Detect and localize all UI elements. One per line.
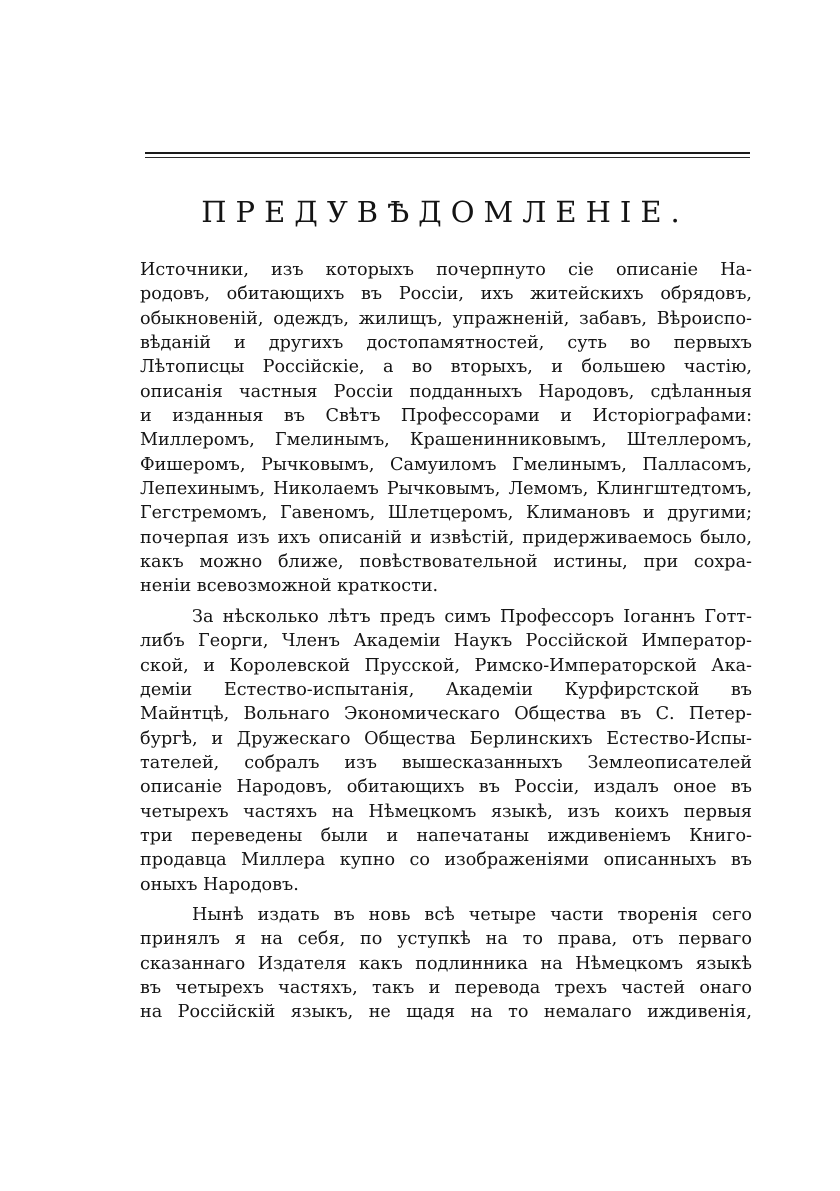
text-line: ненiи всевозможной краткости. [140,576,439,597]
text-line: ской, и Королевской Прусской, Римско-Императорской Ака- [140,655,752,676]
text-line: Нынѣ издать въ новь всѣ четыре части творенiя сего [192,904,752,925]
text-line: въ четырехъ частяхъ, такъ и перевода трехъ частей онаго [140,977,752,998]
text-line: либъ Георги, Членъ Академiи Наукъ Россiйской Император- [140,631,752,652]
text-line: Фишеромъ, Рычковымъ, Самуиломъ Гмелинымъ, Палласомъ, [140,454,752,475]
text-line: на Россiйскiй языкъ, не щадя на то немалаго иждивенiя, [140,1002,752,1023]
text-line: сказаннаго Издателя какъ подлинника на Нѣмецкомъ языкѣ [140,953,752,974]
text-line: обыкновенiй, одеждъ, жилищъ, упражненiй, забавъ, Вѣроиспо- [140,308,752,329]
text-line: описанiя частныя Россiи подданныхъ Народовъ, сдѣланныя [140,381,752,402]
text-line: тателей, собралъ изъ вышесказанныхъ Землеописателей [140,752,752,773]
text-line: демiи Естество-испытанiя, Академiи Курфирстской въ [140,679,752,700]
paragraph [140,903,752,1025]
header-rule-thin [145,157,750,158]
text-line: Майнтцѣ, Вольнаго Экономическаго Общества въ С. Петер- [140,704,752,725]
text-line: Гегстремомъ, Гавеномъ, Шлетцеромъ, Климановъ и другими; [140,503,752,524]
header-rule-thick [145,152,750,154]
text-line: описанiе Народовъ, обитающихъ въ Россiи, издалъ оное въ [140,777,752,798]
text-line: Лѣтописцы Россiйскiе, а во вторыхъ, и большею частiю, [140,357,752,378]
text-line: оныхъ Народовъ. [140,874,299,895]
text-line: какъ можно ближе, повѣствовательной истины, при сохра- [140,552,752,573]
text-line: принялъ я на себя, по уступкѣ на то права, отъ перваго [140,929,752,950]
text-line: родовъ, обитающихъ въ Россiи, ихъ житейскихъ обрядовъ, [140,284,752,305]
text-line: Лепехинымъ, Николаемъ Рычковымъ, Лемомъ, Клингштедтомъ, [140,479,752,500]
paragraph [140,605,752,897]
text-line: Миллеромъ, Гмелинымъ, Крашенинниковымъ, Штеллеромъ, [140,430,752,451]
text-line: три переведены были и напечатаны иждивенiемъ Книго- [140,825,752,846]
text-line: продавца Миллера купно со изображенiями описанныхъ въ [140,850,752,871]
text-line: бургѣ, и Дружескаго Общества Берлинскихъ Естество-Испы- [140,728,752,749]
text-line: и изданныя въ Свѣтъ Профессорами и Исторiографами: [140,406,752,427]
paragraph [140,258,752,599]
text-line: За нѣсколько лѣтъ предъ симъ Профессоръ Iоганнъ Готт- [192,606,752,627]
text-line: почерпая изъ ихъ описанiй и извѣстiй, придерживаемось было, [140,527,752,548]
text-line: четырехъ частяхъ на Нѣмецкомъ языкѣ, изъ коихъ первыя [140,801,752,822]
text-line: Источники, изъ которыхъ почерпнуто сiе описанiе На- [140,260,752,280]
body-text [140,258,752,1025]
page-title: ПРЕДУВѢДОМЛЕНIЕ. [201,195,689,229]
text-line: вѣданiй и другихъ достопамятностей, суть во первыхъ [140,333,752,354]
